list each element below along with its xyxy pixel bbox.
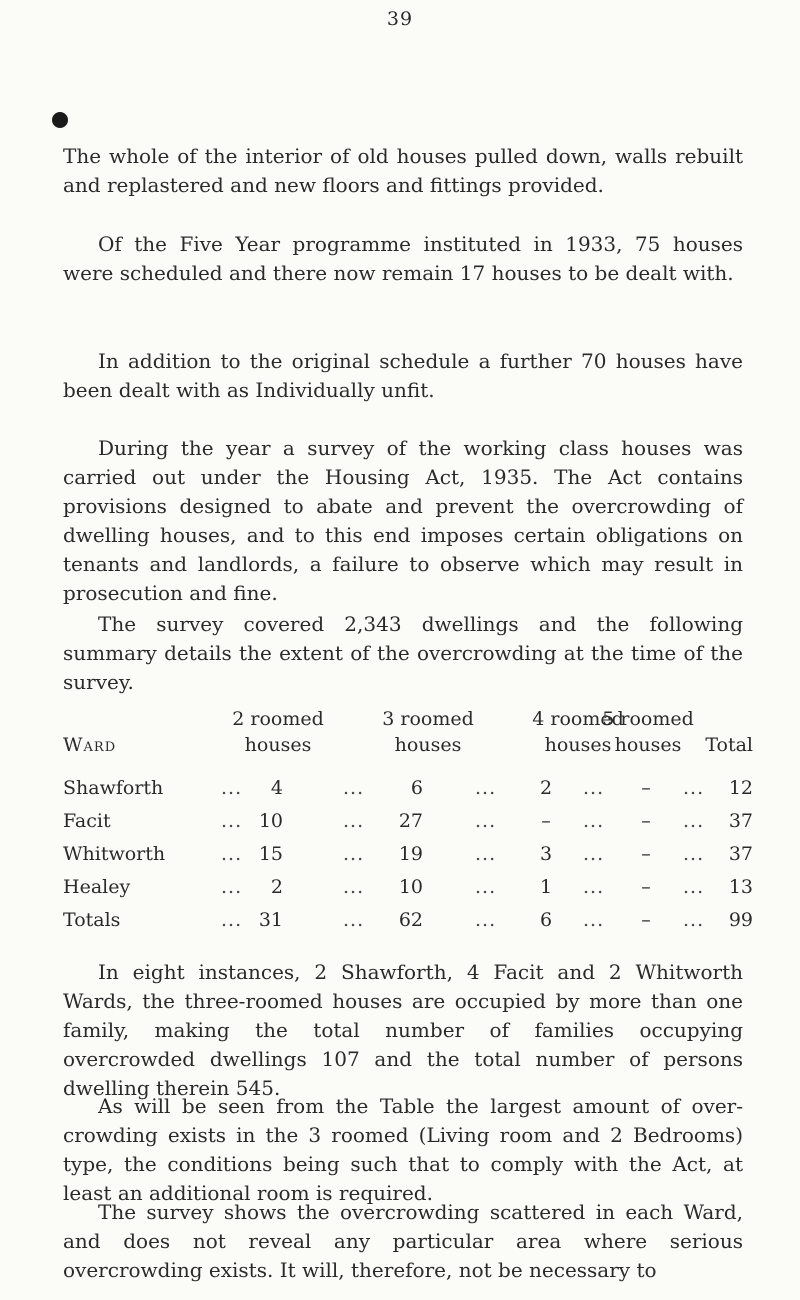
- cell-total: 37: [728, 843, 753, 865]
- ink-blot: [52, 112, 68, 128]
- cell-total: 12: [728, 777, 753, 799]
- cell-3-roomed: 6: [410, 777, 423, 799]
- paragraph-2: Of the Five Year programme instituted in 1933, 75 houses were scheduled and there now remain 17 houses to be dealt with.: [63, 232, 743, 285]
- cell-2-roomed: 10: [258, 810, 283, 832]
- cell-2-roomed: 2: [270, 876, 283, 898]
- leader-dots: ...: [583, 843, 605, 865]
- paragraph-8: The survey shows the overcrowding scattered in each Ward, and does not reveal any particular area where serious overcrowding exists. It will, therefore, not be necessary to: [63, 1200, 743, 1282]
- leader-dots: ...: [583, 876, 605, 898]
- cell-5-roomed: –: [641, 909, 651, 931]
- cell-4-roomed: 3: [539, 843, 553, 865]
- paragraph-7: As will be seen from the Table the largest amount of over-crowding exists in the 3 roomed (Living room and 2 Bedrooms) type, the conditions being such that to comply with the Act, at least an additional room is required.: [63, 1094, 743, 1205]
- leader-dots: ...: [343, 876, 365, 898]
- cell-3-roomed: 19: [398, 843, 423, 865]
- leader-dots: ...: [221, 843, 243, 865]
- paragraph-1: The whole of the interior of old houses pulled down, walls rebuilt and replastered and new floors and fittings provided.: [63, 144, 743, 197]
- leader-dots: ...: [683, 777, 705, 799]
- leader-dots: ...: [683, 810, 705, 832]
- leader-dots: ...: [583, 810, 605, 832]
- leader-dots: ...: [343, 843, 365, 865]
- cell-ward: Facit: [63, 810, 111, 832]
- cell-ward: Totals: [63, 909, 121, 931]
- paragraph-4: During the year a survey of the working class houses was carried out under the Housing Act, 1935. The Act contains provisions designed to abate and prevent the overcrowding of dwelling houses, and to this end imposes certain obligations on tenants and landlords, a failure to observe which may result in prosecution and fine.: [63, 436, 743, 605]
- table-body: [63, 772, 753, 937]
- cell-ward: Healey: [63, 876, 131, 898]
- leader-dots: ...: [343, 810, 365, 832]
- cell-4-roomed: 6: [539, 909, 553, 931]
- leader-dots: ...: [475, 777, 497, 799]
- header-total: Total: [705, 734, 753, 756]
- table-row-totals: [63, 904, 753, 937]
- table-row: [63, 805, 753, 838]
- cell-4-roomed: 1: [539, 876, 553, 898]
- leader-dots: ...: [683, 909, 705, 931]
- leader-dots: ...: [475, 909, 497, 931]
- cell-total: 37: [728, 810, 753, 832]
- cell-4-roomed: –: [541, 810, 551, 832]
- cell-total: 13: [728, 876, 753, 898]
- cell-2-roomed: 15: [258, 843, 283, 865]
- header-5-roomed-line2: houses: [614, 734, 682, 756]
- paragraph-3: In addition to the original schedule a further 70 houses have been dealt with as Individually unfit.: [63, 349, 743, 402]
- paragraph-6: In eight instances, 2 Shawforth, 4 Facit and 2 Whitworth Wards, the three-roomed houses are occupied by more than one family, making the total number of families occupying overcrowded dwellings 107 and the total number of persons dwelling therein 545.: [63, 960, 743, 1100]
- overcrowding-table: [63, 706, 753, 937]
- cell-3-roomed: 62: [398, 909, 423, 931]
- header-4-roomed-line1: 4 roomed: [532, 708, 624, 730]
- leader-dots: ...: [583, 909, 605, 931]
- leader-dots: ...: [583, 777, 605, 799]
- table-header: [63, 706, 753, 760]
- cell-5-roomed: –: [641, 777, 651, 799]
- cell-ward: Whitworth: [63, 843, 166, 865]
- leader-dots: ...: [683, 876, 705, 898]
- leader-dots: ...: [221, 876, 243, 898]
- header-3-roomed-line1: 3 roomed: [382, 708, 474, 730]
- header-4-roomed-line2: houses: [544, 734, 612, 756]
- cell-5-roomed: –: [641, 843, 651, 865]
- cell-2-roomed: 31: [258, 909, 283, 931]
- leader-dots: ...: [475, 810, 497, 832]
- leader-dots: ...: [475, 843, 497, 865]
- cell-total: 99: [728, 909, 753, 931]
- header-5-roomed: [578, 706, 718, 758]
- header-2-roomed: [208, 706, 348, 758]
- leader-dots: ...: [221, 810, 243, 832]
- cell-ward: Shawforth: [63, 777, 164, 799]
- cell-2-roomed: 4: [270, 777, 283, 799]
- leader-dots: ...: [221, 777, 243, 799]
- table-row: [63, 871, 753, 904]
- cell-3-roomed: 27: [398, 810, 423, 832]
- cell-5-roomed: –: [641, 810, 651, 832]
- header-2-roomed-line2: houses: [244, 734, 312, 756]
- header-ward: Ward: [63, 734, 117, 756]
- header-3-roomed: [358, 706, 498, 758]
- leader-dots: ...: [221, 909, 243, 931]
- table-row: [63, 772, 753, 805]
- header-3-roomed-line2: houses: [394, 734, 462, 756]
- leader-dots: ...: [343, 909, 365, 931]
- cell-4-roomed: 2: [539, 777, 553, 799]
- paragraph-5: The survey covered 2,343 dwellings and the following summary details the extent of the overcrowding at the time of the survey.: [63, 612, 743, 694]
- header-2-roomed-line1: 2 roomed: [232, 708, 324, 730]
- leader-dots: ...: [683, 843, 705, 865]
- page-number: 39: [386, 8, 414, 30]
- table-row: [63, 838, 753, 871]
- cell-5-roomed: –: [641, 876, 651, 898]
- leader-dots: ...: [475, 876, 497, 898]
- leader-dots: ...: [343, 777, 365, 799]
- header-5-roomed-line1: 5 roomed: [602, 708, 694, 730]
- cell-3-roomed: 10: [398, 876, 423, 898]
